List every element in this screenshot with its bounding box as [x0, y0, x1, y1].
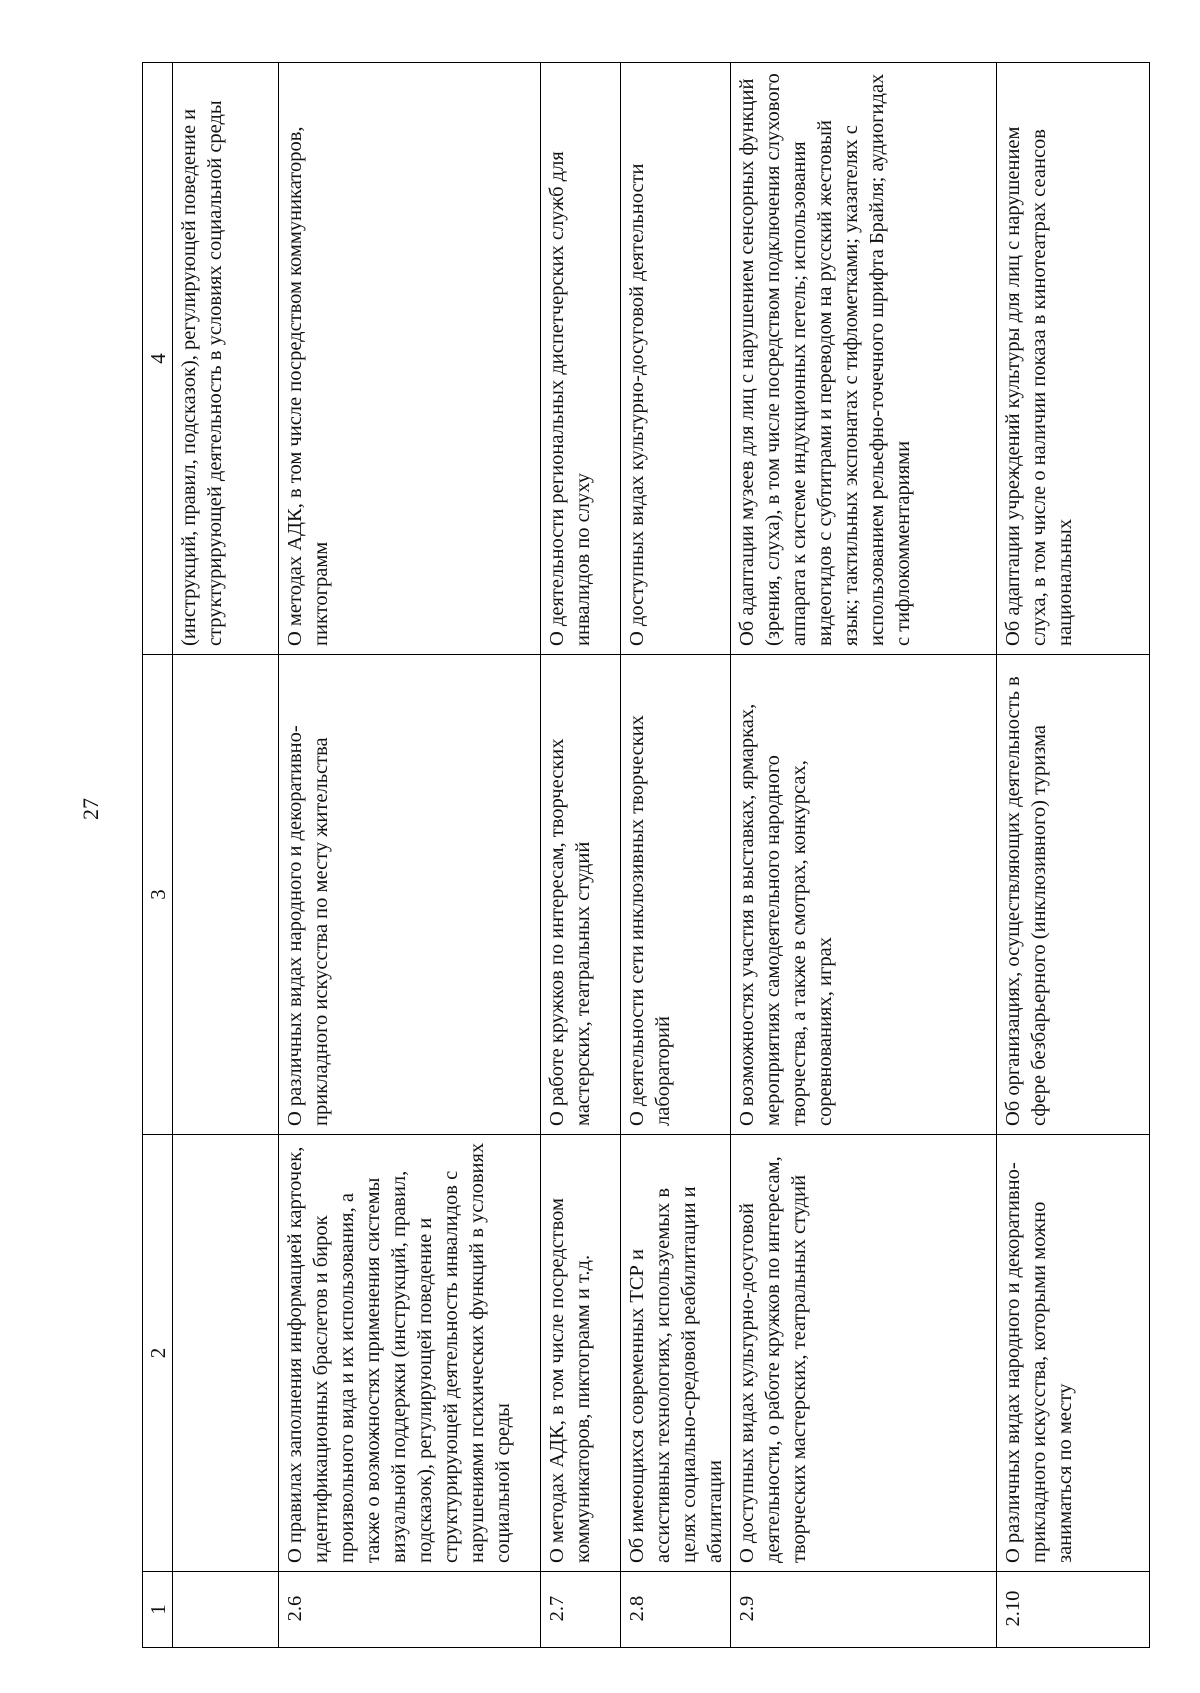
cell-col-3: О работе кружков по интересам, творческих мастерских, театральных студий: [541, 655, 621, 1135]
header-col-2: 2: [143, 1135, 173, 1572]
header-col-3: 3: [143, 655, 173, 1135]
header-col-4: 4: [143, 63, 173, 655]
table-row-2-10: [997, 63, 1150, 1648]
cell-num: 2.9: [731, 1572, 997, 1648]
cell-num: 2.7: [541, 1572, 621, 1648]
table-header-row: [143, 63, 173, 1648]
cell-col-4: О доступных видах культурно-досуговой деятельности: [621, 63, 731, 655]
cell-col-3: О возможностях участия в выставках, ярмарках, мероприятиях самодеятельного народного творчества, а также в смотрах, конкурсах, соревнованиях, играх: [731, 655, 997, 1135]
header-col-1: 1: [143, 1572, 173, 1648]
cell-col-2: [173, 1135, 279, 1572]
cell-col-4: (инструкций, правил, подсказок), регулирующей поведение и структурирующей деятельность в условиях социальной среды: [173, 63, 279, 655]
cell-col-2: Об имеющихся современных ТСР и ассистивных технологиях, используемых в целях социально-средовой реабилитации и абилитации: [621, 1135, 731, 1572]
table-row-2-7: [541, 63, 621, 1648]
cell-num: [173, 1572, 279, 1648]
cell-col-2: О различных видах народного и декоративно-прикладного искусства, которыми можно заниматься по месту: [997, 1135, 1150, 1572]
table-row-2-9: [731, 63, 997, 1648]
cell-col-4: Об адаптации учреждений культуры для лиц с нарушением слуха, в том числе о наличии показа в кинотеатрах сеансов национальных: [997, 63, 1150, 655]
cell-col-2: О методах АДК, в том числе посредством коммуникаторов, пиктограмм и т.д.: [541, 1135, 621, 1572]
cell-col-3: О различных видах народного и декоративно-прикладного искусства по месту жительства: [279, 655, 541, 1135]
cell-col-4: О деятельности региональных диспетчерских служб для инвалидов по слуху: [541, 63, 621, 655]
cell-num: 2.6: [279, 1572, 541, 1648]
cell-num: 2.10: [997, 1572, 1150, 1648]
cell-col-4: Об адаптации музеев для лиц с нарушением сенсорных функций (зрения, слуха), в том числе посредством подключения слухового аппарата к системе индукционных петель; использования видеогидов с субтитрами и переводом на русский жестовый язык; тактильных экспонатах с тифлометками; указателях с использованием рельефно-точечного шрифта Брайля; аудиогидах с тифлокомментариями: [731, 63, 997, 655]
cell-col-2: О доступных видах культурно-досуговой деятельности, о работе кружков по интересам, творческих мастерских, театральных студий: [731, 1135, 997, 1572]
page-number: 27: [78, 798, 103, 820]
rotated-table-container: [142, 63, 1147, 1648]
table-row-2-8: [621, 63, 731, 1648]
data-table: [142, 62, 1150, 1648]
table-row-2-6: [279, 63, 541, 1648]
cell-num: 2.8: [621, 1572, 731, 1648]
cell-col-3: Об организациях, осуществляющих деятельность в сфере безбарьерного (инклюзивного) туризма: [997, 655, 1150, 1135]
cell-col-3: [173, 655, 279, 1135]
cell-col-4: О методах АДК, в том числе посредством коммуникаторов, пиктограмм: [279, 63, 541, 655]
cell-col-3: О деятельности сети инклюзивных творческих лабораторий: [621, 655, 731, 1135]
cell-col-2: О правилах заполнения информацией карточек, идентификационных браслетов и бирок произвольного вида и их использования, а также о возможностях применения системы визуальной поддержки (инструкций, правил, подсказок), регулирующей поведение и структурирующей деятельность инвалидов с нарушениями психических функций в условиях социальной среды: [279, 1135, 541, 1572]
table-row-continued: [173, 63, 279, 1648]
